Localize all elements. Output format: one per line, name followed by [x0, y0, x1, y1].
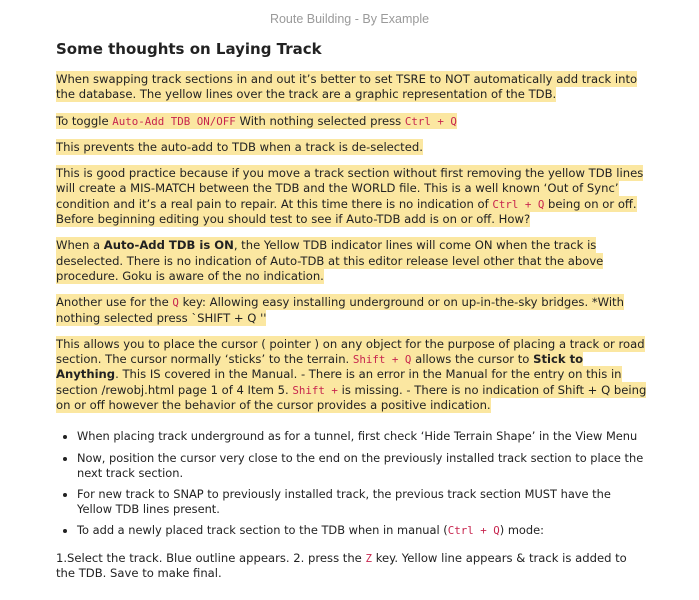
paragraph-text: This allows you to place the cursor ( pointer ) on any object for the purpose of placing a track or road section. The cursor normally ‘sticks’ to the terrain. — [56, 336, 645, 367]
bold-text: Stick to Anything — [56, 352, 584, 382]
highlight — [56, 336, 646, 413]
paragraph-text: , the Yellow TDB indicator lines will come ON when the track is deselected. There is no indication of Auto-TDB at this editor release level other that the above procedure. Goku is aware of the no indication. — [56, 238, 604, 283]
paragraph-steps — [56, 551, 648, 581]
paragraph-text: key: Allowing easy installing underground or on up-in-the-sky bridges. *With nothing selected press `SHIFT + Q '' — [56, 295, 624, 325]
paragraph-good-practice — [56, 166, 648, 227]
paragraph-text: 1.Select the track. Blue outline appears. 2. press the — [56, 550, 366, 565]
paragraph-text: This is good practice because if you move a track section without first removing the yellow TDB lines will create a MIS-MATCH between the TDB and the WORLD file. This is a well known ‘Out of Sync’ condition and it’s a real pain to repair. At this time there is no indication of — [56, 166, 644, 211]
highlight — [56, 71, 637, 102]
paragraph-text: When swapping track sections in and out it’s better to set TSRE to NOT automatically add track into the database. The yellow lines over the track are a graphic representation of the TDB. — [56, 72, 638, 102]
bold-text: Auto-Add TDB is ON — [103, 238, 234, 253]
inline-code-ctrl-q: Ctrl + Q — [492, 197, 545, 211]
paragraph-prevents — [56, 140, 648, 155]
paragraph-auto-add-on — [56, 238, 648, 284]
list-item-text: ) mode: — [499, 523, 544, 538]
inline-code-q: Q — [172, 296, 179, 310]
highlight — [56, 237, 603, 284]
inline-code-z: Z — [365, 551, 373, 565]
paragraph-cursor — [56, 337, 648, 413]
site-title: Route Building - By Example — [269, 12, 430, 26]
paragraph-text: key. Yellow line appears & track is added to the TDB. Save to make final. — [56, 550, 627, 580]
highlight — [56, 165, 643, 227]
inline-code-ctrl-q: Ctrl + Q — [447, 524, 500, 538]
paragraph-text: This prevents the auto-add to TDB when a track is de-selected. — [56, 139, 423, 154]
tips-list — [56, 429, 648, 539]
paragraph-swapping-tracks — [56, 72, 648, 103]
paragraph-text: allows the cursor to — [411, 352, 534, 367]
inline-code-ctrl-q: Ctrl + Q — [404, 114, 457, 128]
paragraph-text: Another use for the — [56, 295, 173, 310]
section-heading: Some thoughts on Laying Track — [56, 40, 322, 58]
list-item: • Now, position the cursor very close to the end on the previously installed track section to place the next track section. — [77, 451, 648, 480]
paragraph-toggle — [56, 114, 648, 129]
paragraph-q-key — [56, 295, 648, 326]
inline-code-shift-q: Shift + Q — [352, 353, 412, 367]
paragraph-text: When a — [56, 238, 104, 253]
list-item — [77, 523, 648, 539]
list-item: • When placing track underground as for a tunnel, first check ‘Hide Terrain Shape’ in the View Menu — [77, 429, 648, 444]
highlight — [56, 113, 457, 129]
paragraph-text: is missing. - There is no indication of Shift + Q being on or off however the behavior of the cursor provides a positive indication. — [56, 382, 647, 413]
paragraph-text: being on or off. Before beginning editing you should test to see if Auto-TDB add is on or off. How? — [56, 196, 637, 227]
highlight — [56, 294, 624, 325]
paragraph-text: . This IS covered in the Manual. - There is an error in the Manual for the entry on this in section /rewobj.html page 1 of 4 Item 5. — [56, 367, 622, 397]
list-item-text: To add a newly placed track section to the TDB when in manual ( — [77, 523, 448, 538]
highlight — [56, 139, 423, 155]
article-content — [56, 38, 648, 581]
paragraph-text: To toggle — [56, 113, 113, 128]
inline-code-auto-add: Auto-Add TDB ON/OFF — [112, 114, 236, 128]
paragraph-text: With nothing selected press — [235, 113, 405, 128]
list-item: • For new track to SNAP to previously installed track, the previous track section MUST have the Yellow TDB lines present. — [77, 487, 648, 516]
inline-code-shift: Shift + — [292, 383, 338, 397]
